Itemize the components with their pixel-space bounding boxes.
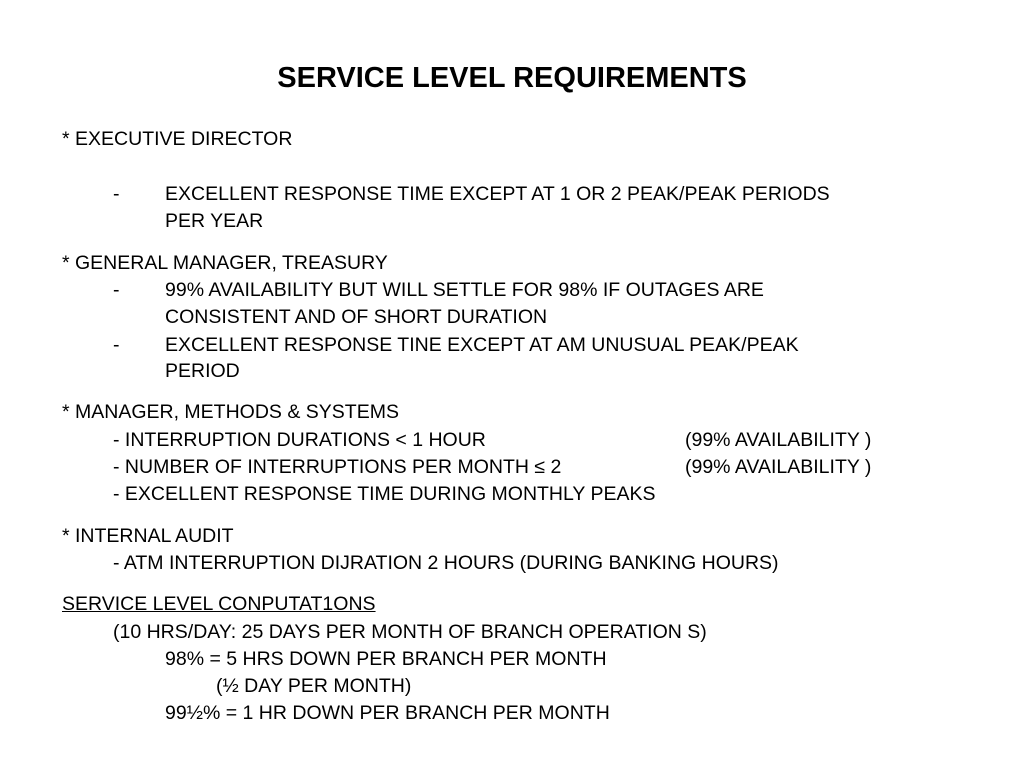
availability-note: (99% AVAILABILITY ) bbox=[685, 429, 872, 451]
section-heading-internal-audit: * INTERNAL AUDIT bbox=[62, 525, 234, 547]
list-item-text: EXCELLENT RESPONSE TIME EXCEPT AT 1 OR 2 PEAK/PEAK PERIODS bbox=[165, 183, 830, 205]
page-title: SERVICE LEVEL REQUIREMENTS bbox=[277, 62, 747, 94]
list-item-text: - INTERRUPTION DURATIONS < 1 HOUR bbox=[113, 429, 486, 451]
computation-99-half: 99½% = 1 HR DOWN PER BRANCH PER MONTH bbox=[165, 702, 610, 724]
list-item-text: EXCELLENT RESPONSE TINE EXCEPT AT AM UNUSUAL PEAK/PEAK bbox=[165, 334, 799, 356]
list-item-dash: - bbox=[113, 334, 120, 356]
list-item-text-continued: PER YEAR bbox=[165, 210, 264, 232]
section-heading-computations: SERVICE LEVEL CONPUTAT1ONS bbox=[62, 593, 376, 615]
section-heading-executive-director: * EXECUTIVE DIRECTOR bbox=[62, 128, 293, 150]
list-item-text: - ATM INTERRUPTION DIJRATION 2 HOURS (DURING BANKING HOURS) bbox=[113, 552, 779, 574]
section-heading-methods-systems: * MANAGER, METHODS & SYSTEMS bbox=[62, 401, 399, 423]
computation-98-note: (½ DAY PER MONTH) bbox=[216, 675, 412, 697]
list-item-text-continued: CONSISTENT AND OF SHORT DURATION bbox=[165, 306, 548, 328]
availability-note: (99% AVAILABILITY ) bbox=[685, 456, 872, 478]
list-item-text: 99% AVAILABILITY BUT WILL SETTLE FOR 98% IF OUTAGES ARE bbox=[165, 279, 764, 301]
list-item-dash: - bbox=[113, 183, 120, 205]
list-item-text-continued: PERIOD bbox=[165, 360, 240, 382]
section-heading-gm-treasury: * GENERAL MANAGER, TREASURY bbox=[62, 252, 388, 274]
list-item-text: - EXCELLENT RESPONSE TIME DURING MONTHLY PEAKS bbox=[113, 483, 656, 505]
computation-98: 98% = 5 HRS DOWN PER BRANCH PER MONTH bbox=[165, 648, 607, 670]
computation-basis: (10 HRS/DAY: 25 DAYS PER MONTH OF BRANCH OPERATION S) bbox=[113, 621, 707, 643]
list-item-dash: - bbox=[113, 279, 120, 301]
list-item-text: - NUMBER OF INTERRUPTIONS PER MONTH ≤ 2 bbox=[113, 456, 562, 478]
